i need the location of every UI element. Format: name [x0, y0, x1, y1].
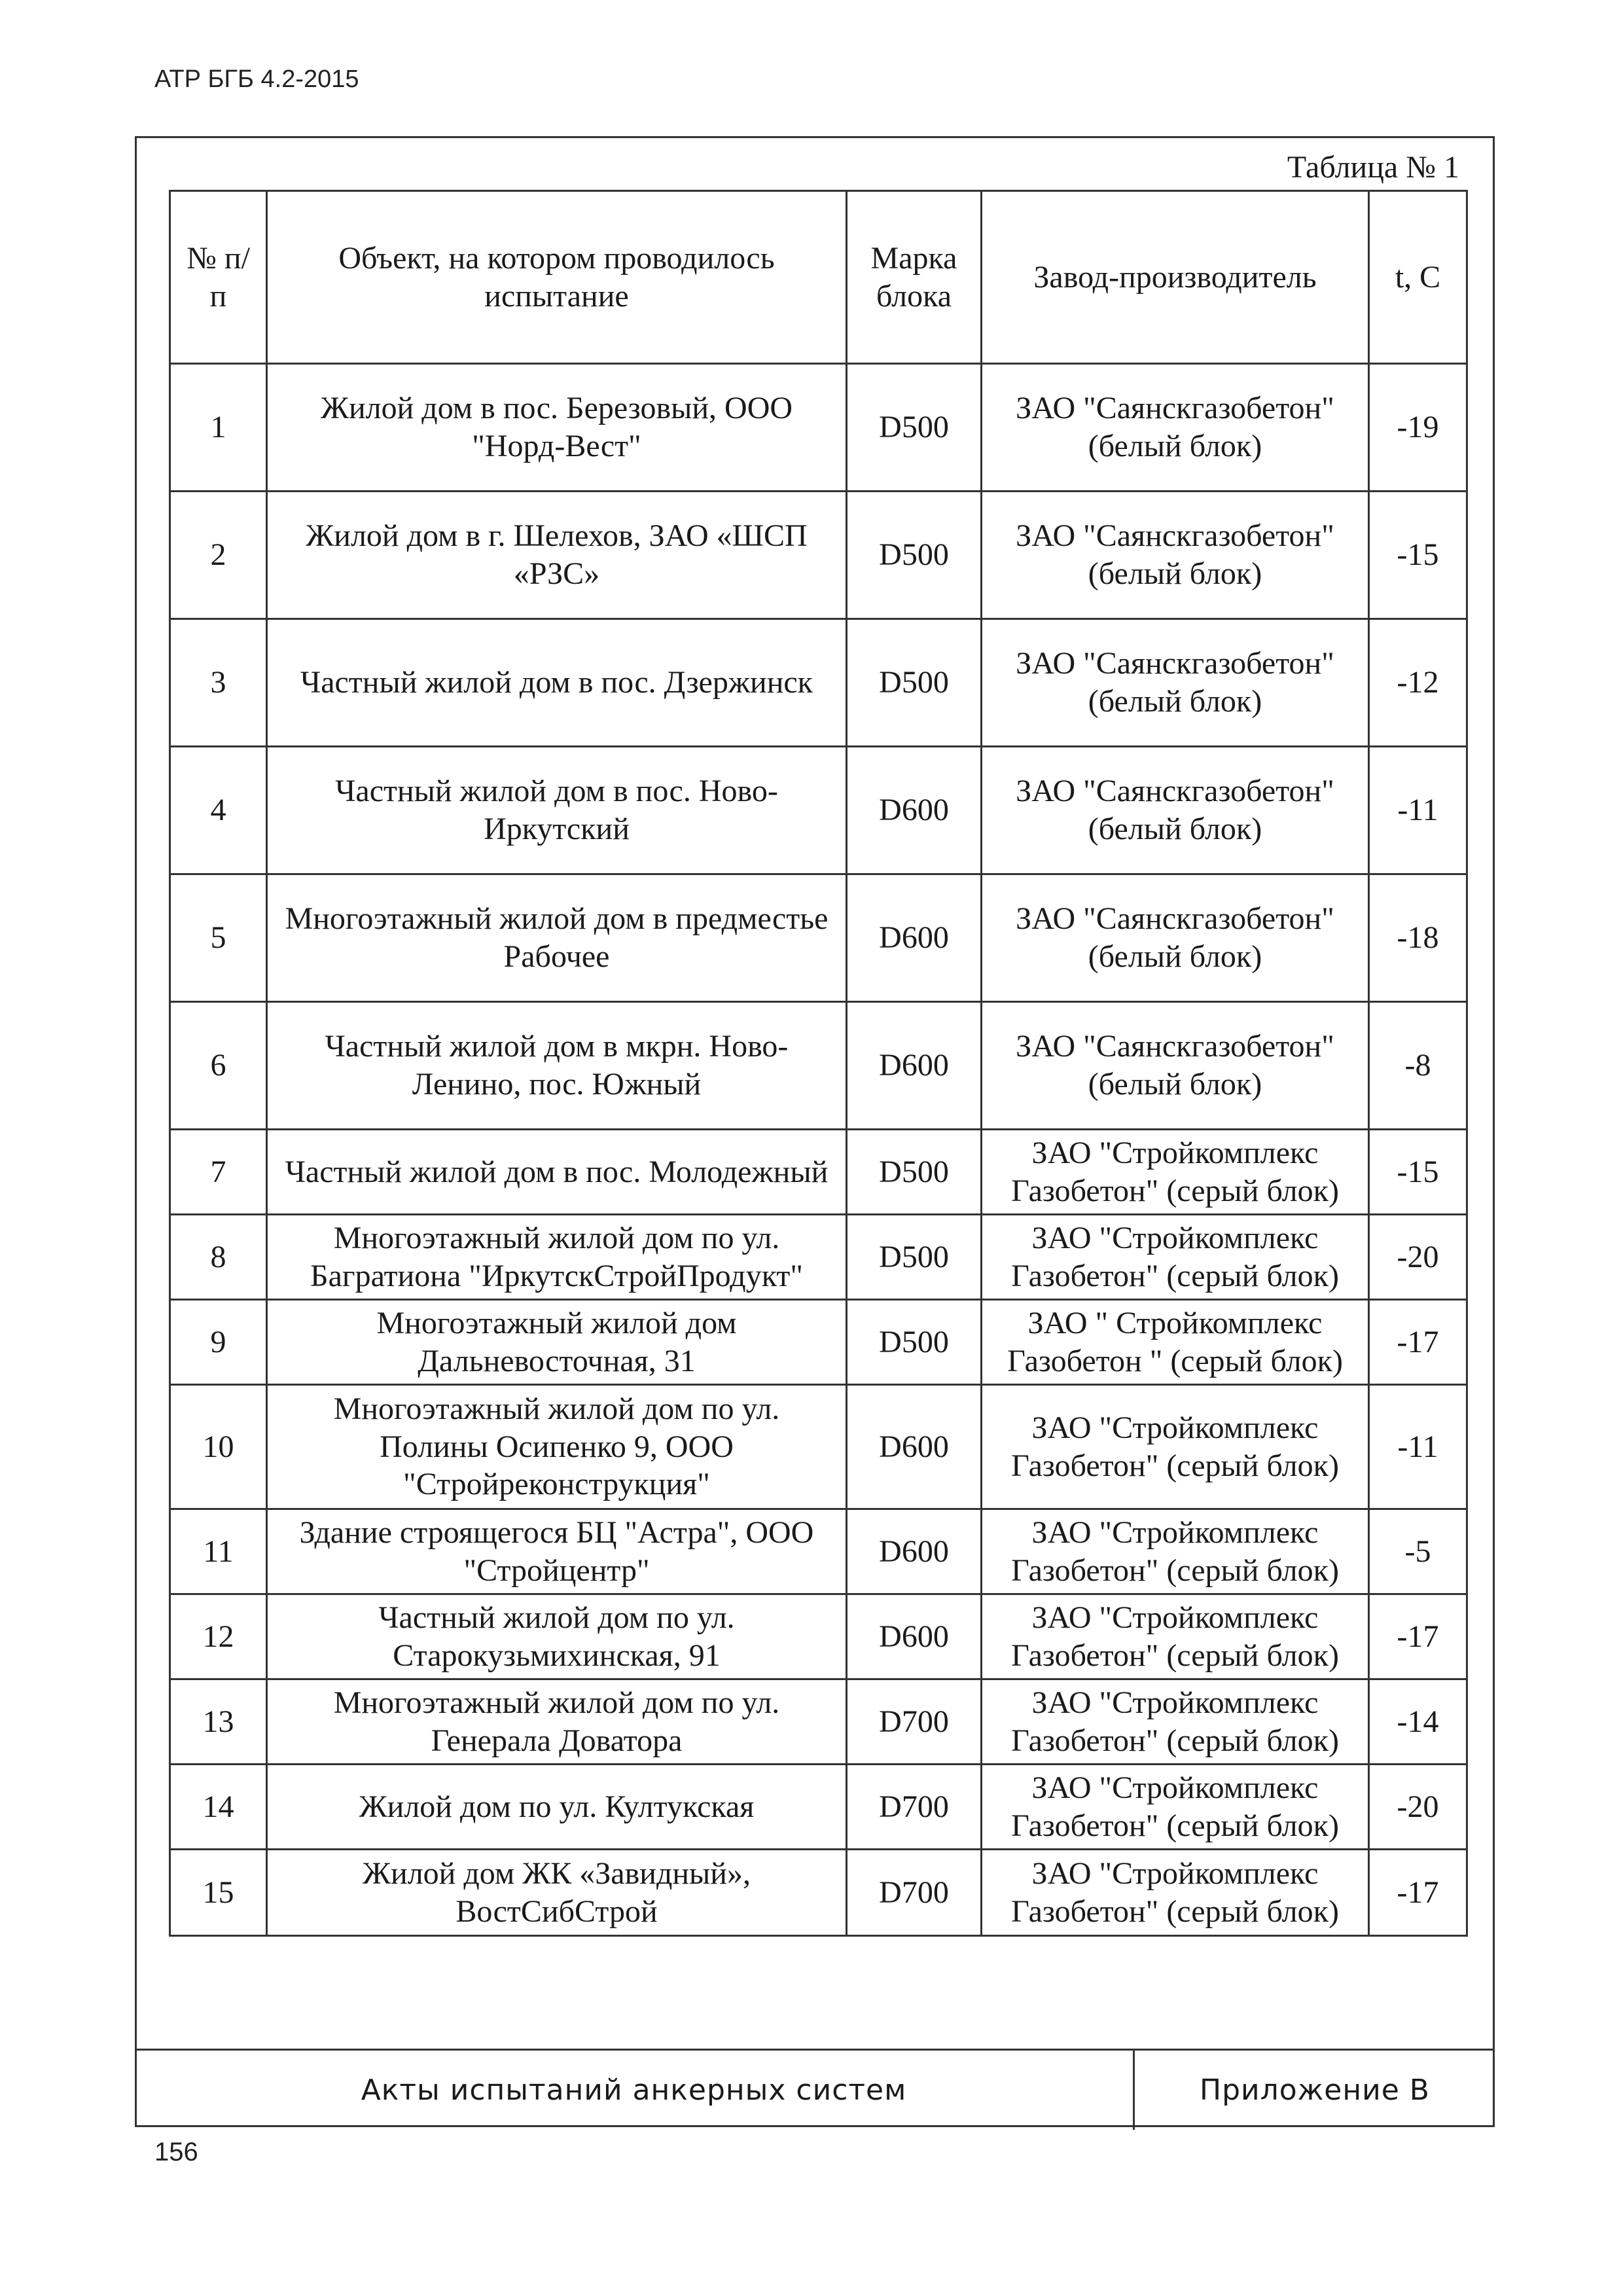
table-row	[170, 1300, 1467, 1385]
cell-temp: -12	[1369, 619, 1467, 747]
cell-num: 9	[170, 1300, 267, 1385]
footer-title: Акты испытаний анкерных систем	[135, 2051, 1135, 2130]
cell-maker: ЗАО "Стройкомплекс Газобетон" (серый блок)	[982, 1594, 1369, 1679]
cell-grade: D500	[847, 619, 982, 747]
cell-object: Жилой дом по ул. Култукская	[267, 1765, 847, 1850]
table-row	[170, 364, 1467, 492]
cell-object: Жилой дом в г. Шелехов, ЗАО «ШСП «РЗС»	[267, 492, 847, 619]
cell-maker: ЗАО "Саянскгазобетон" (белый блок)	[982, 874, 1369, 1002]
cell-maker: ЗАО "Саянскгазобетон" (белый блок)	[982, 492, 1369, 619]
cell-num: 14	[170, 1765, 267, 1850]
cell-object: Многоэтажный жилой дом в предместье Рабочее	[267, 874, 847, 1002]
cell-object: Многоэтажный жилой дом по ул. Багратиона "ИркутскСтройПродукт"	[267, 1215, 847, 1300]
cell-maker: ЗАО " Стройкомплекс Газобетон " (серый блок)	[982, 1300, 1369, 1385]
cell-maker: ЗАО "Саянскгазобетон" (белый блок)	[982, 619, 1369, 747]
cell-maker: ЗАО "Саянскгазобетон" (белый блок)	[982, 1002, 1369, 1130]
table-row	[170, 874, 1467, 1002]
cell-num: 11	[170, 1509, 267, 1594]
cell-temp: -20	[1369, 1215, 1467, 1300]
cell-maker: ЗАО "Стройкомплекс Газобетон" (серый блок)	[982, 1215, 1369, 1300]
cell-grade: D500	[847, 1215, 982, 1300]
cell-maker: ЗАО "Стройкомплекс Газобетон" (серый блок)	[982, 1509, 1369, 1594]
col-header-object: Объект, на котором проводилось испытание	[267, 191, 847, 364]
cell-object: Многоэтажный жилой дом по ул. Генерала Доватора	[267, 1679, 847, 1765]
table-row	[170, 1385, 1467, 1509]
table-row	[170, 492, 1467, 619]
cell-num: 7	[170, 1130, 267, 1215]
cell-maker: ЗАО "Стройкомплекс Газобетон" (серый блок)	[982, 1679, 1369, 1765]
cell-grade: D600	[847, 1509, 982, 1594]
cell-num: 2	[170, 492, 267, 619]
table-header-row	[170, 191, 1467, 364]
cell-grade: D600	[847, 874, 982, 1002]
table-row	[170, 1850, 1467, 1936]
cell-num: 6	[170, 1002, 267, 1130]
col-header-temp: t, C	[1369, 191, 1467, 364]
cell-object: Частный жилой дом в пос. Молодежный	[267, 1130, 847, 1215]
cell-grade: D600	[847, 1002, 982, 1130]
table-row	[170, 1215, 1467, 1300]
cell-grade: D700	[847, 1850, 982, 1936]
table-row	[170, 1509, 1467, 1594]
footer-appendix: Приложение В	[1200, 2073, 1430, 2107]
cell-num: 4	[170, 747, 267, 874]
cell-temp: -11	[1369, 1385, 1467, 1509]
cell-grade: D600	[847, 1385, 982, 1509]
cell-object: Многоэтажный жилой дом Дальневосточная, 31	[267, 1300, 847, 1385]
cell-temp: -14	[1369, 1679, 1467, 1765]
cell-num: 15	[170, 1850, 267, 1936]
cell-object: Частный жилой дом по ул. Старокузьмихинская, 91	[267, 1594, 847, 1679]
cell-object: Многоэтажный жилой дом по ул. Полины Осипенко 9, ООО "Стройреконструкция"	[267, 1385, 847, 1509]
cell-object: Частный жилой дом в пос. Ново-Иркутский	[267, 747, 847, 874]
table-row	[170, 1765, 1467, 1850]
cell-object: Частный жилой дом в мкрн. Ново-Ленино, пос. Южный	[267, 1002, 847, 1130]
footer-stamp	[135, 2049, 1495, 2130]
cell-num: 8	[170, 1215, 267, 1300]
test-objects-table	[169, 190, 1468, 1937]
table-caption: Таблица № 1	[1287, 150, 1459, 185]
cell-grade: D500	[847, 364, 982, 492]
page-number: 156	[154, 2138, 198, 2166]
cell-grade: D500	[847, 1300, 982, 1385]
table-row	[170, 1130, 1467, 1215]
cell-num: 13	[170, 1679, 267, 1765]
cell-num: 5	[170, 874, 267, 1002]
cell-maker: ЗАО "Саянскгазобетон" (белый блок)	[982, 747, 1369, 874]
table-row	[170, 619, 1467, 747]
cell-temp: -18	[1369, 874, 1467, 1002]
cell-object: Здание строящегося БЦ "Астра", ООО "Стройцентр"	[267, 1509, 847, 1594]
cell-num: 3	[170, 619, 267, 747]
table-row	[170, 747, 1467, 874]
cell-num: 12	[170, 1594, 267, 1679]
cell-grade: D700	[847, 1765, 982, 1850]
cell-grade: D600	[847, 747, 982, 874]
cell-temp: -11	[1369, 747, 1467, 874]
cell-maker: ЗАО "Стройкомплекс Газобетон" (серый блок)	[982, 1385, 1369, 1509]
col-header-num: № п/п	[170, 191, 267, 364]
col-header-maker: Завод-производитель	[982, 191, 1369, 364]
table-row	[170, 1594, 1467, 1679]
cell-object: Жилой дом в пос. Березовый, ООО "Норд-Вест"	[267, 364, 847, 492]
cell-num: 1	[170, 364, 267, 492]
table-row	[170, 1002, 1467, 1130]
cell-grade: D600	[847, 1594, 982, 1679]
cell-object: Жилой дом ЖК «Завидный», ВостСибСтрой	[267, 1850, 847, 1936]
cell-object: Частный жилой дом в пос. Дзержинск	[267, 619, 847, 747]
cell-temp: -8	[1369, 1002, 1467, 1130]
cell-maker: ЗАО "Саянскгазобетон" (белый блок)	[982, 364, 1369, 492]
cell-maker: ЗАО "Стройкомплекс Газобетон" (серый блок)	[982, 1130, 1369, 1215]
cell-grade: D500	[847, 492, 982, 619]
document-code: АТР БГБ 4.2-2015	[154, 65, 359, 93]
cell-num: 10	[170, 1385, 267, 1509]
cell-maker: ЗАО "Стройкомплекс Газобетон" (серый блок)	[982, 1765, 1369, 1850]
table-row	[170, 1679, 1467, 1765]
cell-temp: -17	[1369, 1594, 1467, 1679]
cell-temp: -15	[1369, 1130, 1467, 1215]
cell-grade: D500	[847, 1130, 982, 1215]
cell-temp: -5	[1369, 1509, 1467, 1594]
cell-grade: D700	[847, 1679, 982, 1765]
cell-temp: -15	[1369, 492, 1467, 619]
cell-temp: -17	[1369, 1850, 1467, 1936]
cell-maker: ЗАО "Стройкомплекс Газобетон" (серый блок)	[982, 1850, 1369, 1936]
cell-temp: -17	[1369, 1300, 1467, 1385]
cell-temp: -19	[1369, 364, 1467, 492]
cell-temp: -20	[1369, 1765, 1467, 1850]
col-header-grade: Марка блока	[847, 191, 982, 364]
